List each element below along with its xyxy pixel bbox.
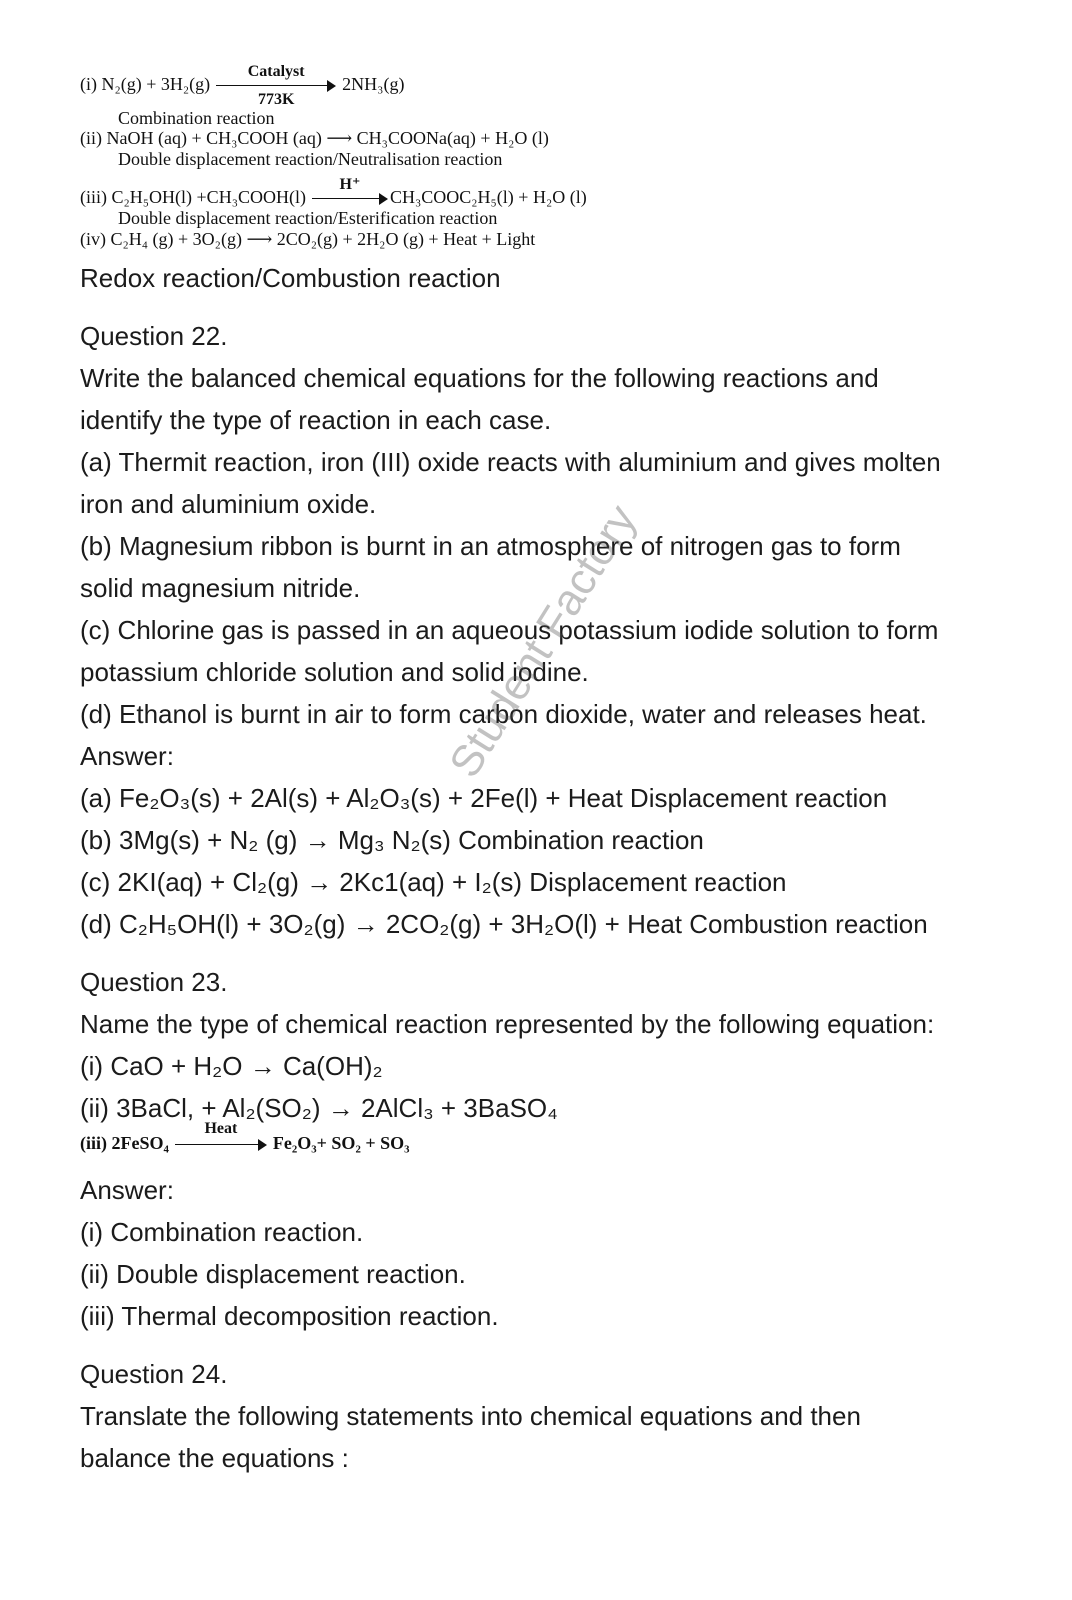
question-24-title: Question 24. [80,1359,228,1389]
question-24-prompt-line2: balance the equations : [80,1443,349,1473]
question-23-prompt: Name the type of chemical reaction represented by the following equation: [80,1009,935,1039]
answer-22-d: (d) C₂H₅OH(l) + 3O₂(g) → 2CO₂(g) + 3H₂O(l) + Heat Combustion reaction [80,909,928,939]
redox-label: Redox reaction/Combustion reaction [80,263,501,293]
reaction-1-products: 2NH₃(g) [342,74,405,94]
reaction-4: (iv) C₂H₄ (g) + 3O₂(g) ⟶ 2CO₂(g) + 2H₂O (g) + Heat + Light [80,229,536,249]
arrow-condition-top: H⁺ [339,176,361,194]
question-22-part-d: (d) Ethanol is burnt in air to form carbon dioxide, water and releases heat. [80,699,927,729]
reaction-2: (ii) NaOH (aq) + CH₃COOH (aq) ⟶ CH₃COONa(aq) + H₂O (l) [80,128,549,148]
answer-23-i: (i) Combination reaction. [80,1217,364,1247]
watermark: Student Factory [440,496,647,786]
reaction-3-type: Double displacement reaction/Esterification reaction [118,208,498,228]
question-23-eq-ii: (ii) 3BaCl, + Al₂(SO₂) → 2AlCl₃ + 3BaSO₄ [80,1093,558,1123]
reaction-3 [80,176,587,209]
answer-23-ii: (ii) Double displacement reaction. [80,1259,466,1289]
reaction-2-type: Double displacement reaction/Neutralisation reaction [118,149,503,169]
reaction-3-reactants: (iii) C₂H₅OH(l) +CH₃COOH(l) [80,187,306,207]
question-23-eq-iii [80,1120,410,1155]
eq-iii-products: Fe₂O₃+ SO₂ + SO₃ [272,1133,410,1153]
reaction-3-products: CH₃COOC₂H₅(l) + H₂O (l) [389,187,587,207]
heat-arrow [175,1120,267,1155]
arrow-condition-bottom: 773K [257,91,295,109]
reaction-1 [80,63,405,109]
answer-label: Answer: [80,1175,174,1205]
question-22-title: Question 22. [80,321,228,351]
answer-22-c: (c) 2KI(aq) + Cl₂(g) → 2Kc1(aq) + I₂(s) Displacement reaction [80,867,787,897]
reaction-1-type: Combination reaction [118,108,275,128]
catalyst-arrow [216,63,336,109]
answer-label: Answer: [80,741,174,771]
answer-22-a: (a) Fe₂O₃(s) + 2Al(s) + Al₂O₃(s) + 2Fe(l) + Heat Displacement reaction [80,783,888,813]
arrow-condition-top: Catalyst [247,63,305,81]
answer-22-b: (b) 3Mg(s) + N₂ (g) → Mg₃ N₂(s) Combination reaction [80,825,704,855]
question-23-eq-i: (i) CaO + H₂O → Ca(OH)₂ [80,1051,383,1081]
question-22-part-a-cont: iron and aluminium oxide. [80,489,377,519]
eq-iii-reactant: (iii) 2FeSO₄ [80,1133,169,1153]
arrow-condition-top: Heat [204,1120,238,1138]
question-22-part-c: (c) Chlorine gas is passed in an aqueous potassium iodide solution to form [80,615,939,645]
answer-23-iii: (iii) Thermal decomposition reaction. [80,1301,499,1331]
reaction-1-reactants: (i) N₂(g) + 3H₂(g) [80,74,211,94]
acid-arrow [312,176,388,209]
question-22-prompt-line2: identify the type of reaction in each case. [80,405,552,435]
question-23-title: Question 23. [80,967,228,997]
question-22-part-b-cont: solid magnesium nitride. [80,573,361,603]
question-22-part-b: (b) Magnesium ribbon is burnt in an atmosphere of nitrogen gas to form [80,531,901,561]
question-22-part-a: (a) Thermit reaction, iron (III) oxide reacts with aluminium and gives molten [80,447,941,477]
question-24-prompt-line1: Translate the following statements into chemical equations and then [80,1401,861,1431]
question-22-part-c-cont: potassium chloride solution and solid iodine. [80,657,589,687]
question-22-prompt-line1: Write the balanced chemical equations for the following reactions and [80,363,879,393]
